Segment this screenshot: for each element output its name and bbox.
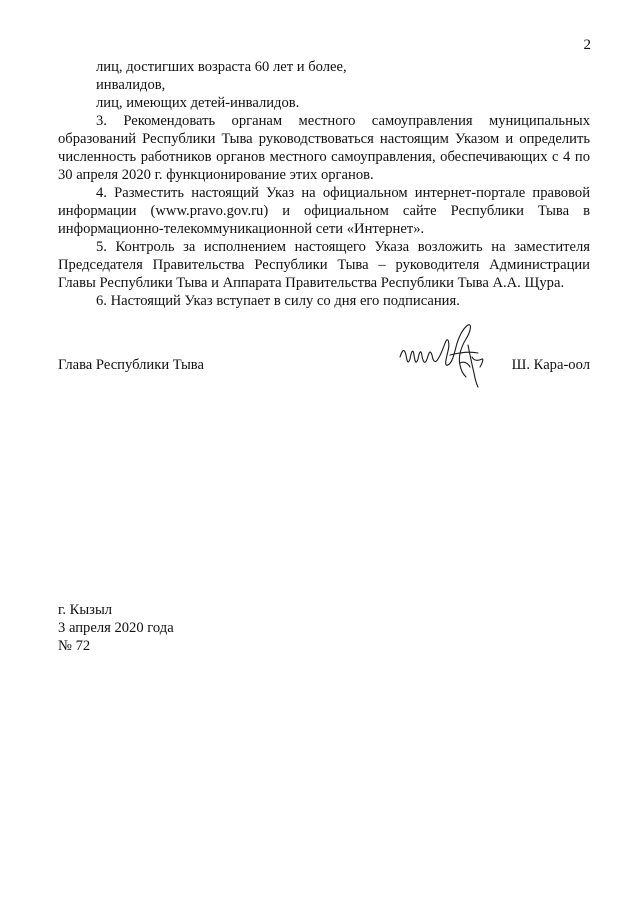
- document-footer: [58, 601, 174, 655]
- footer-date: 3 апреля 2020 года: [58, 620, 174, 636]
- paragraph-5: 5. Контроль за исполнением настоящего Указа возложить на заместителя Председателя Правительства Республики Тыва – руководителя Администрации Главы Республики Тыва и Аппарата Правительства Республики Тыва А.А. Щура.: [58, 239, 590, 291]
- handwritten-signature: [398, 315, 498, 395]
- list-item: инвалидов,: [96, 77, 166, 93]
- signatory-position: Глава Республики Тыва: [58, 357, 204, 373]
- footer-city: г. Кызыл: [58, 602, 113, 618]
- page-number: 2: [583, 37, 591, 53]
- paragraph-3: 3. Рекомендовать органам местного самоуправления муниципальных образований Республики Тыва руководствоваться настоящим Указом и определить численность работников органов местного самоуправления, обеспечивающих с 4 по 30 апреля 2020 г. функционирование этих органов.: [58, 113, 590, 183]
- paragraph-6: 6. Настоящий Указ вступает в силу со дня его подписания.: [96, 293, 460, 309]
- list-item: лиц, достигших возраста 60 лет и более,: [96, 59, 347, 75]
- document-body: [58, 58, 590, 310]
- paragraph-4: 4. Разместить настоящий Указ на официальном интернет-портале правовой информации (www.pravo.gov.ru) и официальном сайте Республики Тыва в информационно-телекоммуникационной сети «Интернет».: [58, 185, 590, 237]
- signatory-name: Ш. Кара-оол: [511, 357, 590, 373]
- footer-number: № 72: [58, 638, 91, 654]
- list-item: лиц, имеющих детей-инвалидов.: [96, 95, 300, 111]
- signature-block: [58, 351, 590, 391]
